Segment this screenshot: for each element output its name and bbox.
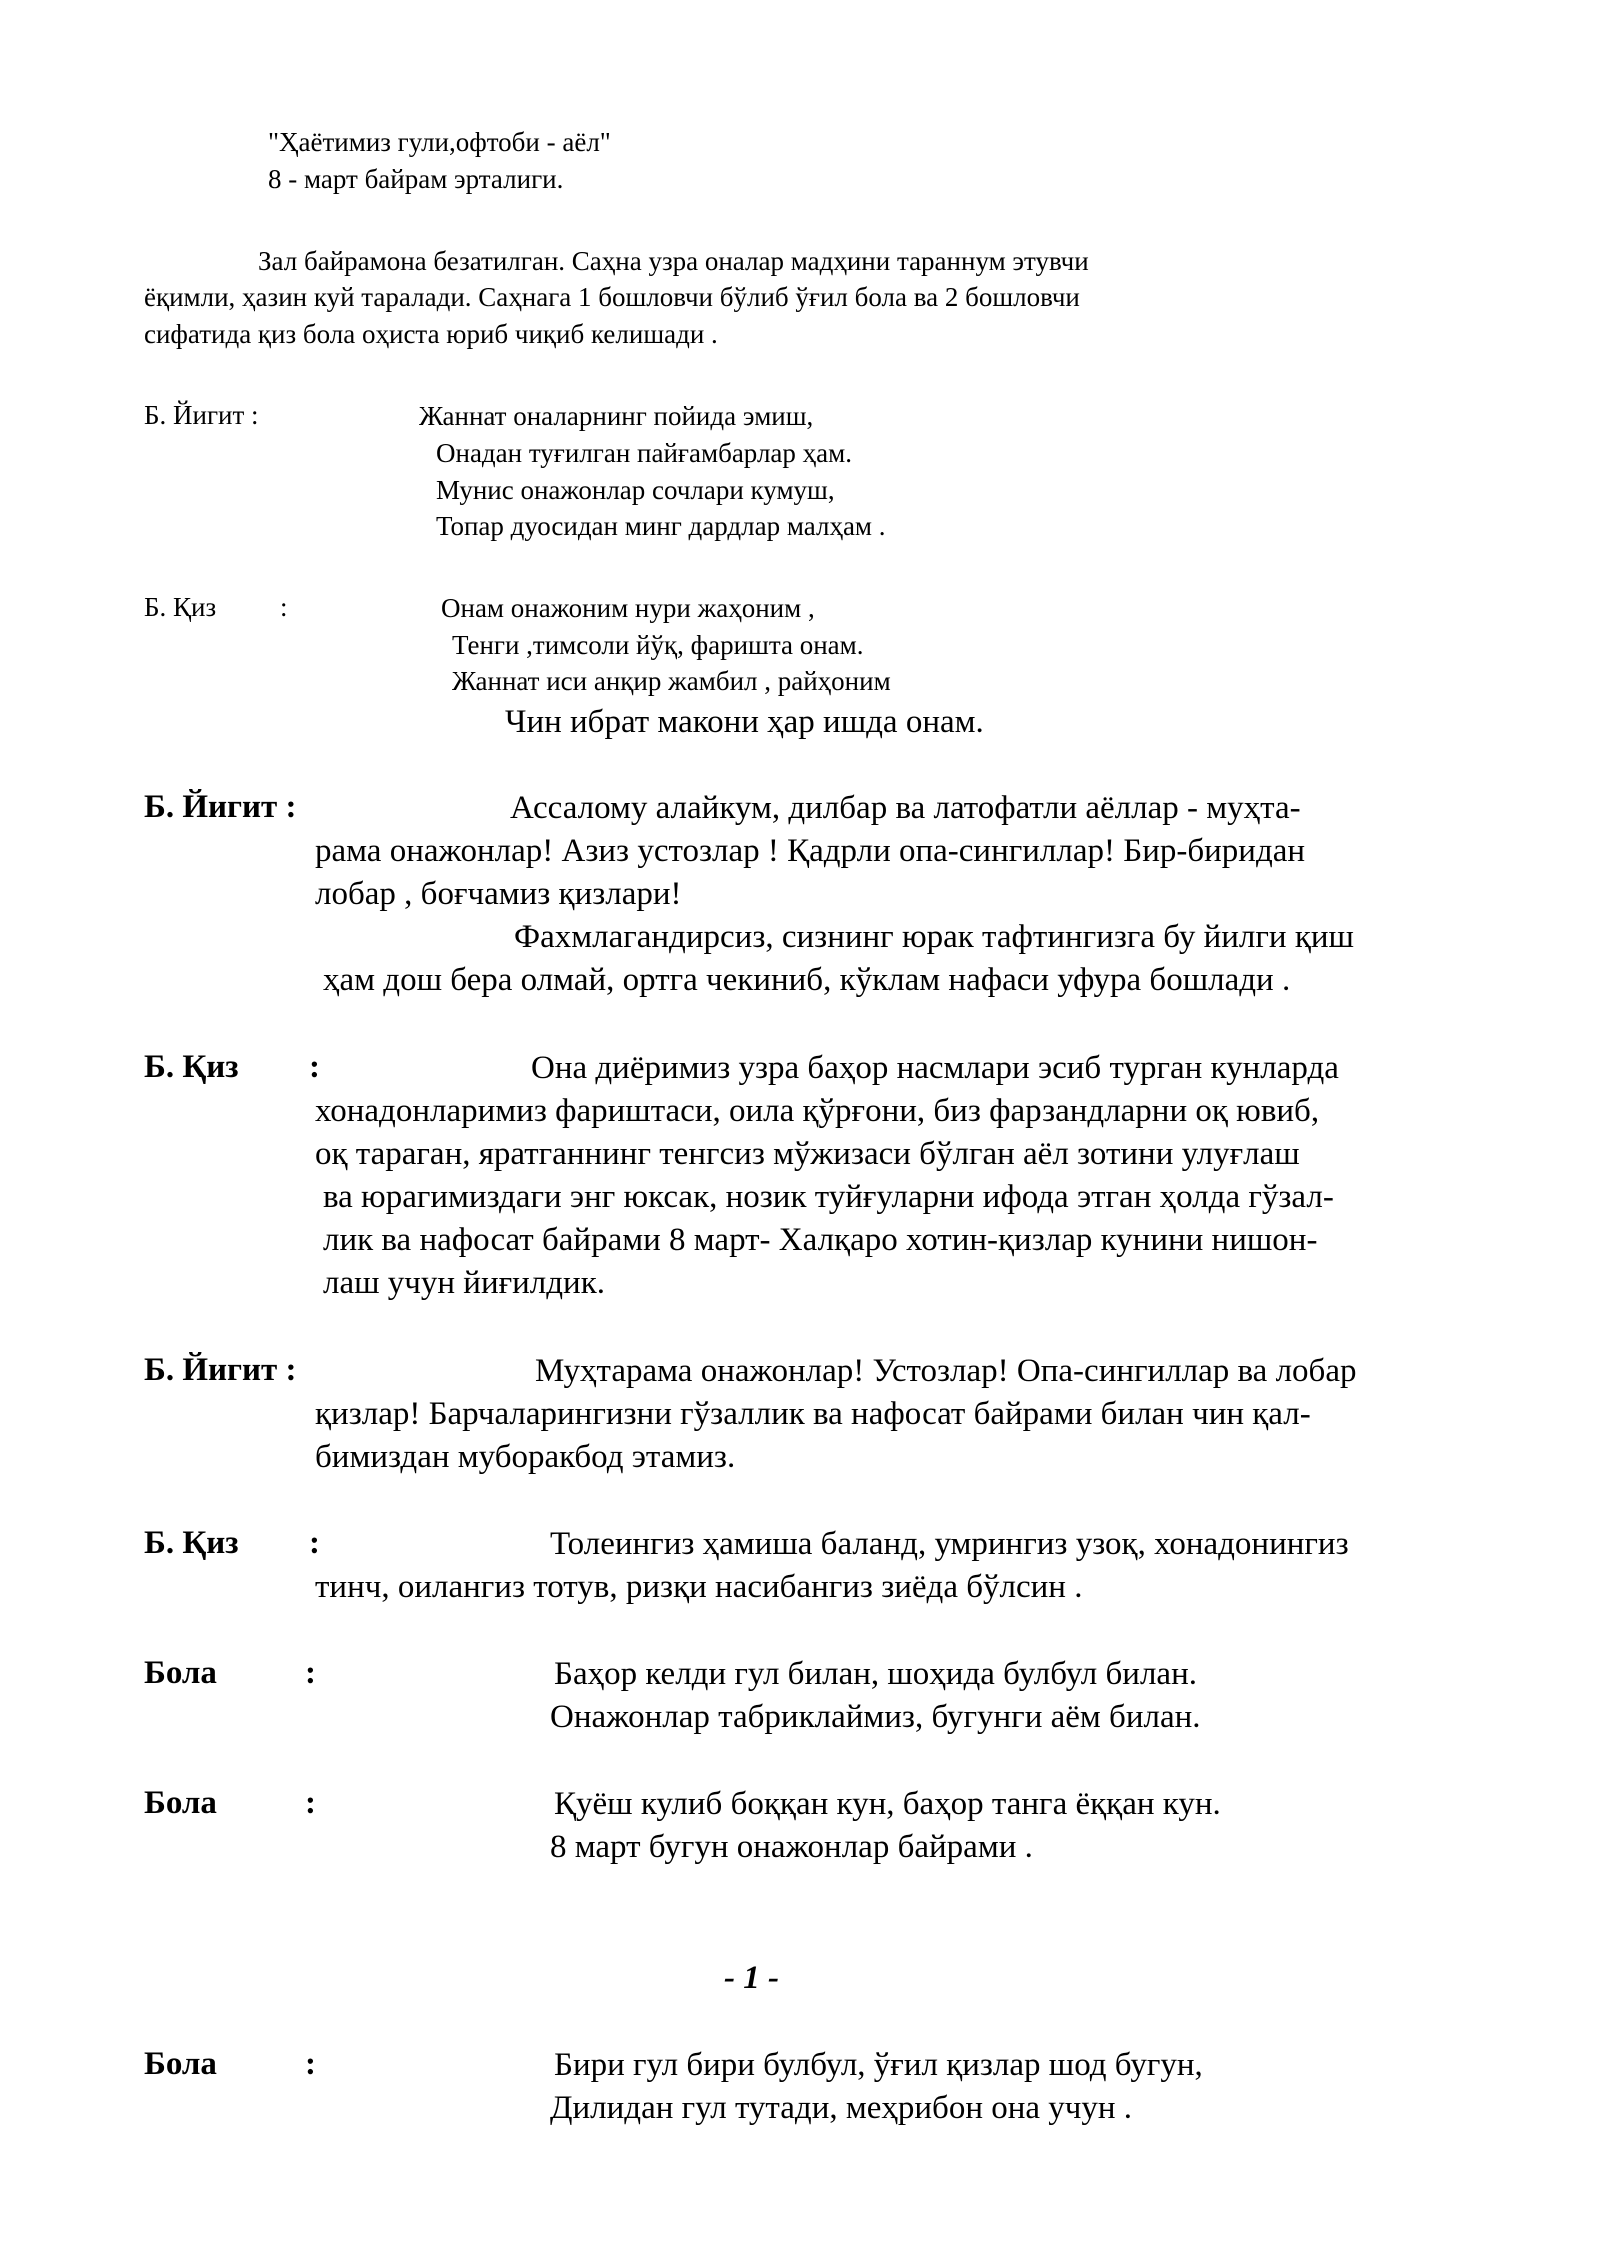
speech-line: Она диёримиз узра баҳор насмлари эсиб турган кунларда [531, 1050, 1339, 1086]
speaker-label: Бола [144, 1785, 217, 1821]
verse-line: Баҳор келди гул билан, шоҳида булбул билан. [554, 1656, 1197, 1692]
speaker-colon: : [309, 1525, 320, 1561]
intro-line: ёқимли, ҳазин куй таралади. Саҳнага 1 бошловчи бўлиб ўғил бола ва 2 бошловчи [144, 282, 1080, 312]
speech-line: тинч, оилангиз тотув, ризқи насибангиз зиёда бўлсин . [315, 1569, 1083, 1605]
verse-line: Бири гул бири булбул, ўғил қизлар шод бугун, [554, 2047, 1203, 2083]
speech-line: Ассалому алайкум, дилбар ва латофатли аёллар - муҳта- [510, 790, 1301, 826]
intro-line: сифатида қиз бола оҳиста юриб чиқиб келишади . [144, 319, 718, 349]
speaker-colon: : [305, 1785, 316, 1821]
verse-line: Онам онажоним нури жаҳоним , [441, 593, 815, 623]
speaker-label: Б. Қиз [144, 1049, 239, 1085]
speaker-label: Б. Қиз [144, 592, 217, 622]
verse-line: Мунис онажонлар сочлари кумуш, [436, 475, 835, 505]
verse-line: Тенги ,тимсоли йўқ, фаришта онам. [452, 630, 864, 660]
speech-line: Толеингиз ҳамиша баланд, умрингиз узоқ, хонадонингиз [550, 1526, 1349, 1562]
verse-line: Чин ибрат макони ҳар ишда онам. [505, 704, 984, 740]
speaker-label: Бола [144, 1655, 217, 1691]
speech-line: лик ва нафосат байрами 8 март- Халқаро хотин-қизлар кунини нишон- [323, 1222, 1318, 1258]
verse-line: Топар дуосидан минг дардлар малҳам . [436, 511, 886, 541]
speaker-label: Бола [144, 2046, 217, 2082]
speech-line: бимиздан муборакбод этамиз. [315, 1439, 736, 1475]
speaker-colon: : [280, 592, 288, 622]
speaker-colon: : [305, 2046, 316, 2082]
speech-line: рама онажонлар! Азиз устозлар ! Қадрли опа-сингиллар! Бир-биридан [315, 833, 1306, 869]
speech-line: Муҳтарама онажонлар! Устозлар! Опа-сингиллар ва лобар [535, 1353, 1357, 1389]
verse-line: Дилидан гул тутади, меҳрибон она учун . [550, 2090, 1133, 2126]
verse-line: Онадан туғилган пайғамбарлар ҳам. [436, 438, 852, 468]
speech-line: ҳам дош бера олмай, ортга чекиниб, кўклам нафаси уфура бошлади . [323, 962, 1291, 998]
speech-line: оқ тараган, яратганнинг тенгсиз мўжизаси бўлган аёл зотини улуғлаш [315, 1136, 1300, 1172]
document-title: "Ҳаётимиз гули,офтоби - аёл" [268, 127, 611, 157]
speaker-label: Б. Йигит : [144, 1352, 297, 1388]
verse-line: Жаннат оналарнинг пойида эмиш, [419, 401, 814, 431]
document-subtitle: 8 - март байрам эрталиги. [268, 164, 564, 194]
speaker-label: Б. Йигит : [144, 789, 297, 825]
page-number: - 1 - [724, 1960, 779, 1996]
speech-line: қизлар! Барчаларингизни гўзаллик ва нафосат байрами билан чин қал- [315, 1396, 1311, 1432]
speaker-label: Б. Йигит : [144, 400, 259, 430]
speech-line: Фахмлагандирсиз, сизнинг юрак тафтингизга бу йилги қиш [514, 919, 1354, 955]
intro-line: Зал байрамона безатилган. Саҳна узра оналар мадҳини тараннум этувчи [258, 246, 1089, 276]
speech-line: лаш учун йиғилдик. [323, 1265, 605, 1301]
verse-line: 8 март бугун онажонлар байрами . [550, 1829, 1033, 1865]
speech-line: ва юрагимиздаги энг юксак, нозик туйғуларни ифода этган ҳолда гўзал- [323, 1179, 1334, 1215]
speaker-colon: : [305, 1655, 316, 1691]
speech-line: хонадонларимиз фариштаси, оила қўрғони, биз фарзандларни оқ ювиб, [315, 1093, 1320, 1129]
verse-line: Онажонлар табриклаймиз, бугунги аём билан. [550, 1699, 1201, 1735]
speaker-label: Б. Қиз [144, 1525, 239, 1561]
speaker-colon: : [309, 1049, 320, 1085]
verse-line: Қуёш кулиб боққан кун, баҳор танга ёққан кун. [554, 1786, 1221, 1822]
verse-line: Жаннат иси анқир жамбил , райҳоним [452, 666, 891, 696]
speech-line: лобар , боғчамиз қизлари! [315, 876, 682, 912]
